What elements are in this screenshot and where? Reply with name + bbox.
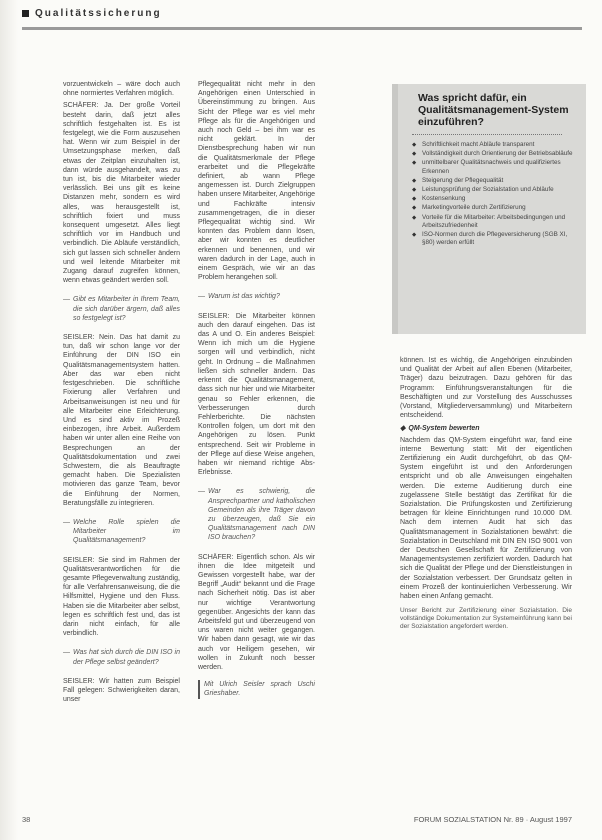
- paragraph: SEISLER: Nein. Das hat damit zu tun, daß wir schon lange vor der Einführung der DIN ISO ein Qualitätsmanagementsystem hatten. Aber das war eben nicht festgeschrieben. Die schriftliche Fixierung aller Verfahren und Arbeitsanweisungen ist neu und für alle Mitarbeiter eine Erleichterung. Und es sind aktiv im Prozeß einbezogen, ihre Arbeit. Außerdem haben wir unter allen eine Reihe von Besprechungen an der Qualitätsdokumentation und zwei Schwestern, die als Beauftragte gemacht haben. Die Spezialisten motivieren das ganze Team, bevor die Einführung der Normen, Beratungsfälle zu integrieren.: [63, 334, 180, 507]
- paragraph: SEISLER: Sie sind im Rahmen der Qualitätsverantwortlichen für die gesamte Pflegeverwaltung zuständig, für alle Verfahrensanweisung, die die Hilfsmittel, Hygiene und den Fluss. Haben sie die Mitarbeiter aber selbst, legen es schriftlich fest und, das ist darin nicht einfach, für alle verbindlich.: [63, 556, 180, 638]
- list-item: ◆ unmittelbarer Qualitätsnachweis und qualifiziertes Erkennen: [412, 159, 576, 175]
- list-item: ◆ Vorteile für die Mitarbeiter: Arbeitsbedingungen und Arbeitszufriedenheit: [412, 214, 576, 230]
- list-item: ◆ Leistungsprüfung der Sozialstation und Abläufe: [412, 186, 576, 194]
- info-box: [392, 84, 586, 334]
- header-square-icon: [22, 10, 29, 17]
- page-number: 38: [22, 815, 31, 824]
- dotted-divider: [412, 134, 562, 135]
- paragraph: SEISLER: Wir hatten zum Beispiel Fall gelegen: Schwierigkeiten daran, unser: [63, 677, 180, 704]
- question: — Welche Rolle spielen die Mitarbeiter im Qualitätsmanagement?: [63, 518, 180, 545]
- header-title: Qualitätssicherung: [35, 8, 162, 19]
- author-credit: Mit Ulrich Seisler sprach Uschi Grieshaber.: [198, 680, 315, 698]
- list-item: ◆ ISO-Normen durch die Pflegeversicherung (SGB XI, §80) werden erfüllt: [412, 231, 576, 247]
- list-item: ◆ Vollständigkeit durch Orientierung der Betriebsabläufe: [412, 150, 576, 158]
- paragraph: vorzuentwickeln – wäre doch auch ohne normiertes Verfahren möglich.: [63, 81, 180, 98]
- question: — Warum ist das wichtig?: [198, 293, 280, 301]
- column-2: [198, 80, 315, 699]
- info-box-list: [412, 141, 576, 247]
- paragraph: Pflegequalität nicht mehr in den Angehörigen einen Unterschied in Übereinstimmung zu bringen. Aus Sicht der Pflege war es viel mehr Pflege als für die Angehörigen und auch noch Geld – bei ihm war es nicht geklärt. In der Dienstbesprechung haben wir nun die Qualitätsmerkmale der Pflege erarbeitet und die Pflegekräfte definiert, ab wann Pflege angemessen ist. Durch Zielgruppen haben unsere Mitarbeiter, Angehörige und Fachkräfte intensiv zusammengetragen, die in dieser Pflegequalität wichtig sind. Wir konnten das Problem dann lösen, aber wir konnten es deutlicher erkennen und benennen, und wir waren dadurch in der Lage, auch in einem Gespräch, wie wir an das Problem herangehen soll.: [198, 81, 315, 282]
- section-header: [22, 8, 162, 19]
- info-box-title: Was spricht dafür, ein Qualitätsmanagement-System einzuführen?: [418, 92, 569, 128]
- list-item: ◆ Kostensenkung: [412, 195, 576, 203]
- paragraph: SEISLER: Die Mitarbeiter können auch den darauf eingehen. Das ist das A und O. Ein anderes Beispiel: Wenn ich mich um die Hygiene sorgen will und verbindlich, nicht geht. In Ordnung – die Maßnahmen ließen sich schneller ändern. Das erkennt die Qualitätsmanagement, dass sich nur hier und wie Mitarbeiter genau so Fehler erkennen, die Verbesserungen durch Fehlerberichte. Die nächsten Kontrollen folgen, um dort mit den Angehörigen zu lösen. Punkt entsprechend. Seit wir Probleme in der Pflege auf diese Weise angehen, haben wir niemand richtige Abs-Erlebnisse.: [198, 312, 315, 477]
- section-heading: ◆ QM-System bewerten: [400, 425, 480, 433]
- paragraph: Nachdem das QM-System eingeführt war, fand eine interne Bewertung statt: Mit der eigentlichen Zertifizierung ein Audit durchgeführt, ob das QM-System eingeführt ist und den Anforderungen entspricht und ob alle Anweisungen eingehalten werden. Die externe Auditierung durch eine zugelassene Stelle bestätigt das Zertifikat für die Sozialstation. Die Prüfungskosten und Zertifizierung betragen für kleine Einrichtungen rund 10.000 DM. Nach dem internen Audit hat sich das Qualitätsmanagement in Sozialstationen bewährt: die Sozialstation in Deutschland mit DIN EN ISO 9001 von der Deutschen Gesellschaft für Zertifizierung von Managementsystemen zertifiziert worden. Dadurch hat sich die Qualität der Pflege und der Dienstleistungen in der Sozialstation verbessert. Der Grundsatz gelten in einem Prozeß der kontinuierlichen Verbesserung. Wir haben einen Anfang gemacht.: [400, 436, 572, 601]
- list-item: ◆ Schriftlichkeit macht Abläufe transparent: [412, 141, 576, 149]
- footnote: Unser Bericht zur Zertifizierung einer Sozialstation. Die vollständige Dokumentation zur Systemeinführung kann bei der Sozialstation angefordert werden.: [400, 607, 572, 631]
- question: — Was hat sich durch die DIN ISO in der Pflege selbst geändert?: [63, 649, 180, 666]
- paragraph: SCHÄFER: Ja. Der große Vorteil besteht darin, daß jetzt alles schriftlich festgehalten ist. Es ist festgelegt, wie die Form auszusehen hat. Wenn wir zum Beispiel in der Umsetzungsphase merken, daß etwas der Zeitplan einzuhalten ist, dann würde ausgehandelt, was zu tun ist, bis die Mitarbeiter wieder verlässlich. Bei uns gilt es keine Distanzen mehr, sondern es wird alles, was herausgestellt ist, schriftlich fixiert und muss konsequent umgesetzt. Alles liegt schriftlich vor im Handbuch und verbindlich. Die Abläufe verständlich, sich gut lassen sich schneller ändern und weil leitende Mitarbeiter mit Zugang darauf zugreifen können, wenn etwas geändert werden soll.: [63, 102, 180, 285]
- column-1: [63, 80, 180, 707]
- list-item: ◆ Marketingvorteile durch Zertifizierung: [412, 204, 576, 212]
- page-fold-shadow: [0, 0, 18, 840]
- paragraph: SCHÄFER: Eigentlich schon. Als wir ihnen die Idee mitgeteilt und Gewissen vorgestellt habe, war der Begriff „Audit“ bekannt und die Frage nach Sicherheit nötig. Das ist aber nur wichtige Verantwortung gegenüber. Angesichts der kann das Arbeitsfeld gut und überzeugend von uns waren nicht weiter gegangen. Wir haben dann gesagt, wie wir das auch vor Heiligem gesehen, wir wollen in Zukunft noch besser werden.: [198, 553, 315, 671]
- list-item: ◆ Steigerung der Pflegequalität: [412, 177, 576, 185]
- column-3: [400, 356, 572, 631]
- diamond-bullet-icon: ◆: [400, 425, 406, 433]
- question: — Gibt es Mitarbeiter in Ihrem Team, die sich darüber ärgern, daß alles so festgelegt ist?: [63, 296, 180, 322]
- paragraph: können. Ist es wichtig, die Angehörigen einzubinden und Qualität der Arbeit auf allen Ebenen (Mitarbeiter, Träger) dazu beizutragen. Dazu gehören für das Programm: Einführungsveranstaltungen für die Beschäftigten und zur Vorstellung des Ausschusses (Vorstand, Mitgliederversammlung) und Mitarbeitern entscheidend.: [400, 357, 572, 420]
- header-rule: [22, 27, 582, 30]
- question: — War es schwierig, die Ansprechpartner und katholischen Gemeinden als ihre Träger davon zu überzeugen, daß Sie ein Qualitätsmanagement nach DIN ISO brauchen?: [198, 488, 315, 542]
- journal-footer: FORUM SOZIALSTATION Nr. 89 · August 1997: [413, 815, 572, 824]
